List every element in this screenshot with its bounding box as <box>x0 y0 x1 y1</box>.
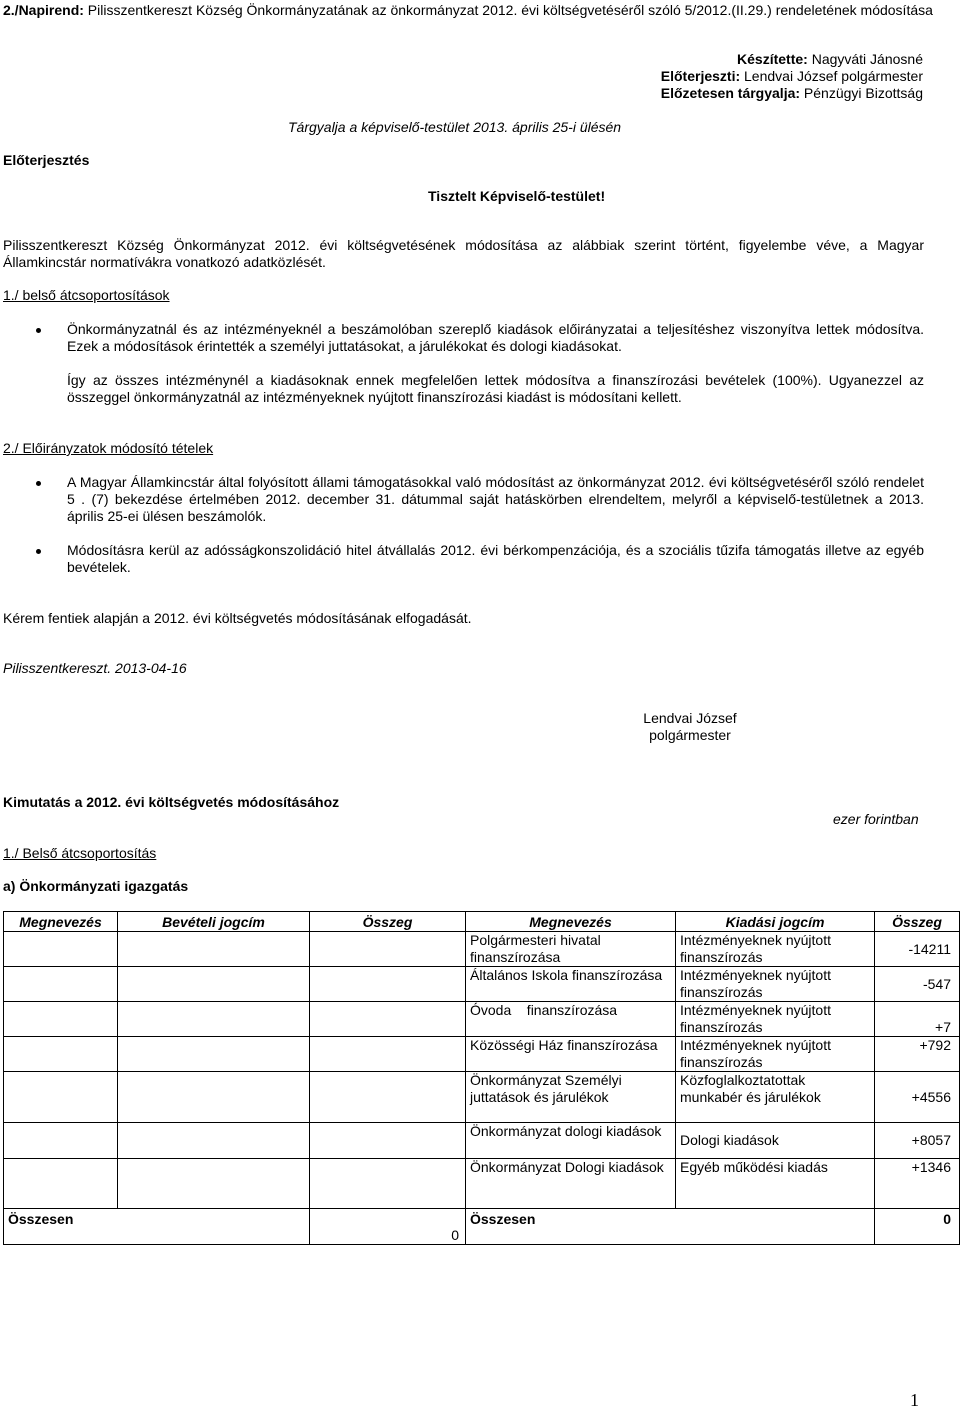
elozetesen-value: Pénzügyi Bizottság <box>800 85 923 101</box>
table-row <box>4 967 960 1002</box>
napirend-label: 2./Napirend: <box>3 2 84 18</box>
row-megnevezes: Általános Iskola finanszírozása <box>466 967 676 1002</box>
napirend-text: Pilisszentkereszt Község Önkormányzatának az önkormányzat 2012. évi költségvetéséről szóló 5/2012.(II.29.) rendeletének módosítása <box>83 2 933 18</box>
row-megnevezes: Önkormányzat Dologi kiadások <box>466 1159 676 1209</box>
row-megnevezes: Polgármesteri hivatal finanszírozása <box>466 932 676 967</box>
author-block <box>323 51 923 102</box>
kimutatas-title: Kimutatás a 2012. évi költségvetés módosításához <box>3 794 340 810</box>
bullet-icon <box>36 481 41 486</box>
salutation: Tisztelt Képviselő-testület! <box>428 188 606 204</box>
row-megnevezes: Önkormányzat dologi kiadások <box>466 1123 676 1159</box>
row-megnevezes: Közösségi Ház finanszírozása <box>466 1037 676 1072</box>
section2-title: 2./ Előirányzatok módosító tételek <box>3 440 214 456</box>
section1-title: 1./ belső átcsoportosítások <box>3 287 170 303</box>
row-jogcim: Egyéb működési kiadás <box>676 1159 875 1209</box>
total-value-right: 0 <box>875 1209 960 1245</box>
row-osszeg: +8057 <box>875 1123 960 1159</box>
section1-paragraph: Így az összes intézménynél a kiadásoknak ennek megfelelően lettek módosítva a finanszírozási bevételek (100%). Ugyanezzel az összeggel önkormányzatnál az intézményeknek nyújtott finanszírozási kiadást is módosítani kellett. <box>67 372 924 405</box>
row-osszeg: +1346 <box>875 1159 960 1209</box>
request-paragraph: Kérem fentiek alapján a 2012. évi költségvetés módosításának elfogadását. <box>3 610 472 626</box>
targyalja-line: Tárgyalja a képviselő-testület 2013. április 25-i ülésén <box>288 119 622 135</box>
column-header: Bevételi jogcím <box>118 912 310 932</box>
column-header: Megnevezés <box>4 912 118 932</box>
kimutatas-table <box>3 911 960 1245</box>
kimutatas-subtitle-2: a) Önkormányzati igazgatás <box>3 878 189 894</box>
intro-paragraph: Pilisszentkereszt Község Önkormányzat 2012. évi költségvetésének módosítása az alábbiak szerint történt, figyelembe véve, a Magyar Államkincstár normatívákra vonatkozó adatközlését. <box>3 237 924 270</box>
table-row <box>4 1002 960 1037</box>
table-header-row <box>4 912 960 932</box>
total-label-right: Összesen <box>466 1209 875 1245</box>
row-osszeg: -14211 <box>875 932 960 967</box>
napirend-title <box>3 2 953 19</box>
column-header: Kiadási jogcím <box>676 912 875 932</box>
section2-bullet-2: Módosításra kerül az adósságkonszolidáció hitel átvállalás 2012. évi bérkompenzációja, és a szociális tűzifa támogatás illetve az egyéb bevételek. <box>67 542 924 575</box>
table-row <box>4 932 960 967</box>
column-header: Összeg <box>310 912 466 932</box>
row-jogcim: Közfoglalkoztatottak munkabér és járulékok <box>676 1072 875 1123</box>
column-header: Megnevezés <box>466 912 676 932</box>
place-date: Pilisszentkereszt. 2013-04-16 <box>3 660 187 676</box>
row-osszeg: +4556 <box>875 1072 960 1123</box>
section2-bullet-1: A Magyar Államkincstár által folyósított állami támogatásokkal való módosítást az önkormányzat 2012. évi költségvetéséről szóló rendelet 5 . (7) bekezdése értelmében 2012. december 31. dátummal saját hatáskörben elrendeltem, melyről a képviselő-testületnek a 2013. április 25-ei ülésen beszámolók. <box>67 474 924 524</box>
eloterjeszti-value: Lendvai József polgármester <box>740 68 923 84</box>
section1-bullet: Önkormányzatnál és az intézményeknél a beszámolóban szereplő kiadások előirányzatai a teljesítéshez viszonyítva lettek módosítva. Ezek a módosítások érintették a személyi juttatásokat, a járulékokat és dologi kiadásokat. <box>67 321 924 354</box>
row-osszeg: +792 <box>875 1037 960 1072</box>
row-osszeg: +7 <box>875 1002 960 1037</box>
row-jogcim: Intézményeknek nyújtott finanszírozás <box>676 967 875 1002</box>
keszitette-label: Készítette: <box>737 51 808 67</box>
signature-block <box>590 710 790 744</box>
unit-label: ezer forintban <box>833 811 919 827</box>
table-row <box>4 1123 960 1159</box>
row-jogcim: Dologi kiadások <box>676 1123 875 1159</box>
keszitette-value: Nagyváti Jánosné <box>807 51 923 67</box>
elozetesen-label: Előzetesen tárgyalja: <box>660 85 801 101</box>
eloterjesztes-heading: Előterjesztés <box>3 152 90 168</box>
row-megnevezes: Óvoda finanszírozása <box>466 1002 676 1037</box>
kimutatas-subtitle-1: 1./ Belső átcsoportosítás <box>3 845 157 861</box>
row-jogcim: Intézményeknek nyújtott finanszírozás <box>676 932 875 967</box>
row-osszeg: -547 <box>875 967 960 1002</box>
total-value-left: 0 <box>310 1209 466 1245</box>
row-megnevezes: Önkormányzat Személyi juttatások és járulékok <box>466 1072 676 1123</box>
bullet-icon <box>36 328 41 333</box>
column-header: Összeg <box>875 912 960 932</box>
page-number: 1 <box>910 1390 919 1410</box>
table-row <box>4 1072 960 1123</box>
table-row <box>4 1037 960 1072</box>
table-row <box>4 1159 960 1209</box>
row-jogcim: Intézményeknek nyújtott finanszírozás <box>676 1037 875 1072</box>
signer-name: Lendvai József <box>643 710 737 726</box>
total-label-left: Összesen <box>4 1209 310 1245</box>
eloterjeszti-label: Előterjeszti: <box>660 68 741 84</box>
row-jogcim: Intézményeknek nyújtott finanszírozás <box>676 1002 875 1037</box>
total-row <box>4 1209 960 1245</box>
signer-title: polgármester <box>649 727 731 743</box>
bullet-icon <box>36 549 41 554</box>
